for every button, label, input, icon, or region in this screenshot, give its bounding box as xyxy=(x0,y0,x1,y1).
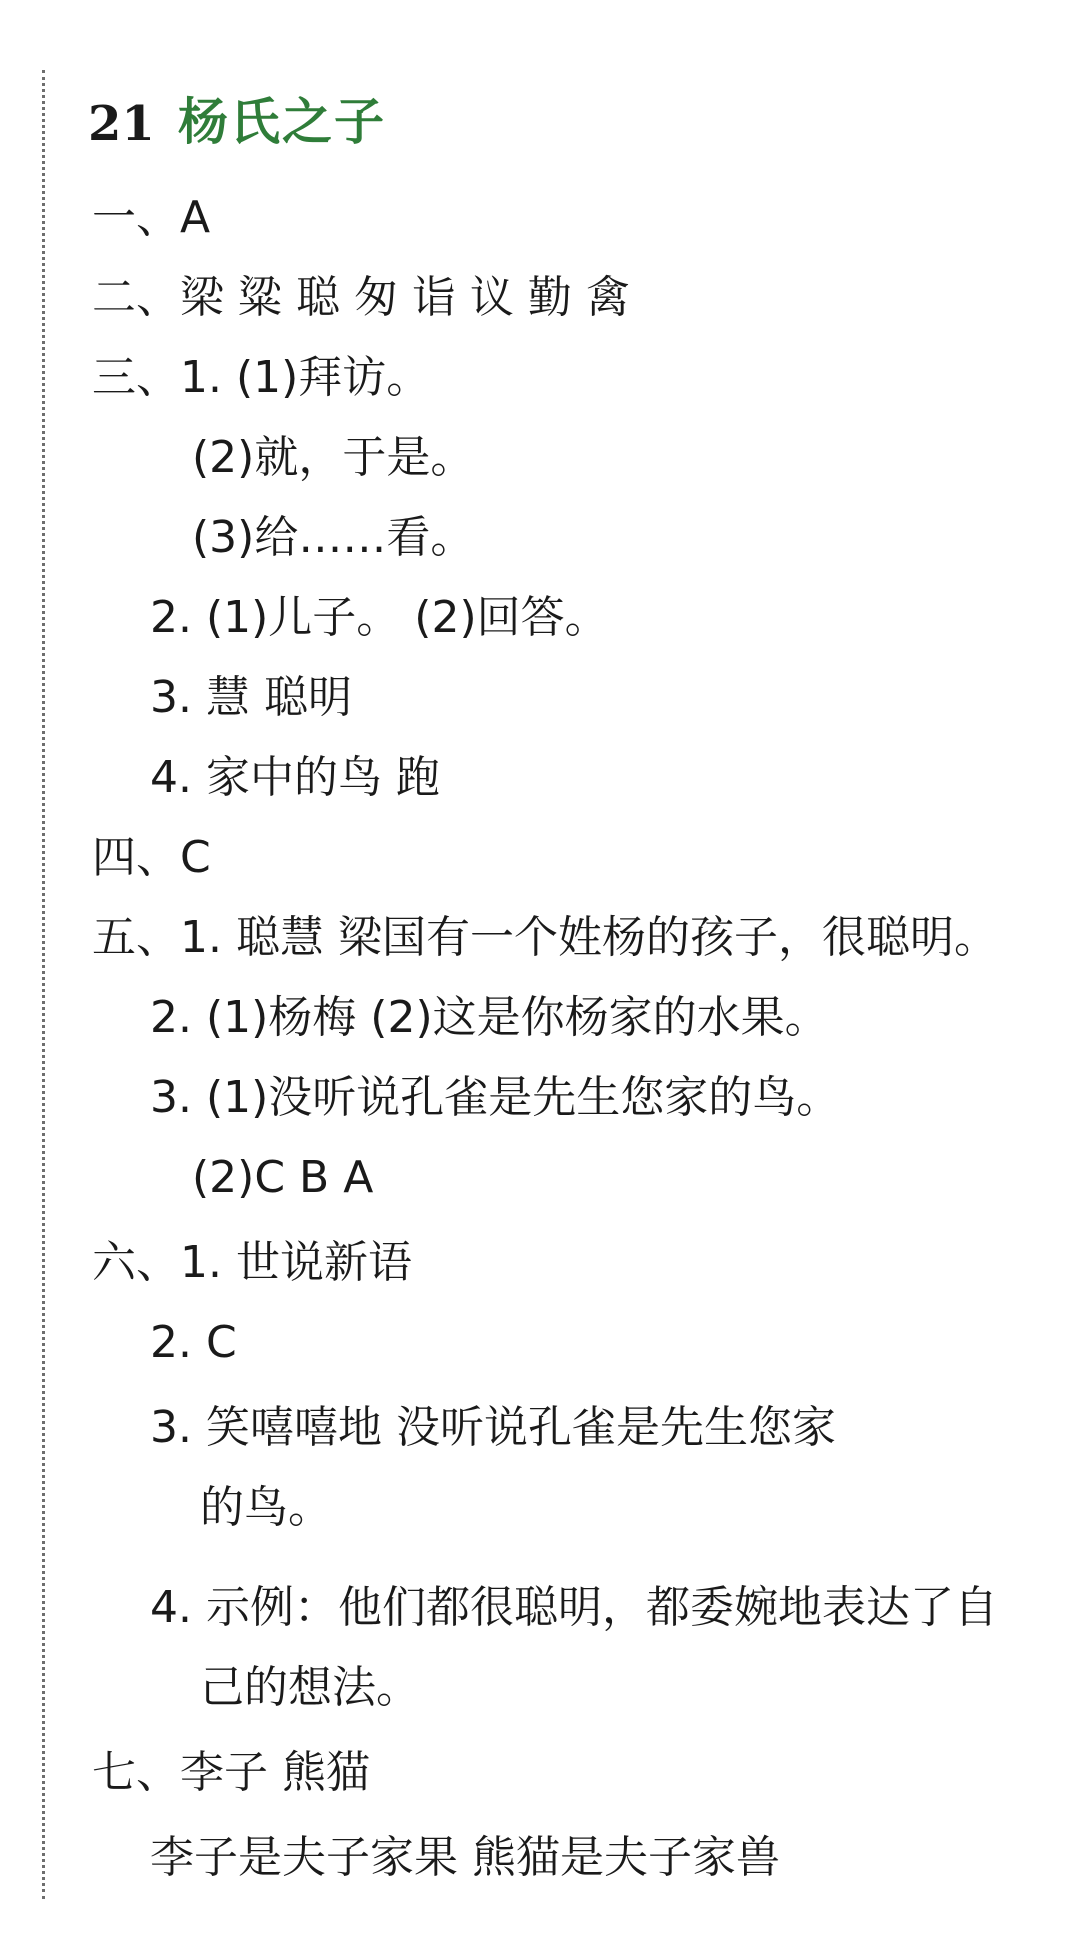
answer-line: 二、梁 粱 聪 匆 诣 议 勤 禽 xyxy=(92,272,630,323)
answer-line: 的鸟。 xyxy=(200,1482,332,1533)
answer-line: 一、A xyxy=(92,192,211,243)
answer-line: 李子是夫子家果 熊猫是夫子家兽 xyxy=(150,1832,780,1883)
answer-line: 2. (1)儿子。 (2)回答。 xyxy=(150,592,609,643)
answer-line: 七、李子 熊猫 xyxy=(92,1747,370,1798)
answer-line: 2. C xyxy=(150,1317,237,1368)
answer-line: 2. (1)杨梅 (2)这是你杨家的水果。 xyxy=(150,992,829,1043)
answer-line: 4. 家中的鸟 跑 xyxy=(150,752,440,803)
answer-line: 4. 示例：他们都很聪明，都委婉地表达了自 xyxy=(150,1582,998,1633)
answer-line: 己的想法。 xyxy=(200,1662,420,1713)
answer-line: (2)就，于是。 xyxy=(192,432,475,483)
answer-line: 三、1. (1)拜访。 xyxy=(92,352,431,403)
answer-line: 四、C xyxy=(92,832,211,883)
answer-line: 六、1. 世说新语 xyxy=(92,1237,412,1288)
answer-line: 五、1. 聪慧 梁国有一个姓杨的孩子，很聪明。 xyxy=(92,912,998,963)
answer-line: (3)给……看。 xyxy=(192,512,475,563)
answer-line: 3. (1)没听说孔雀是先生您家的鸟。 xyxy=(150,1072,841,1123)
dotted-margin-rule xyxy=(42,70,45,1899)
answer-line: (2)C B A xyxy=(192,1152,374,1203)
answer-line: 3. 笑嘻嘻地 没听说孔雀是先生您家 xyxy=(150,1402,836,1453)
lesson-number: 21 xyxy=(88,96,155,152)
lesson-title: 杨氏之子 xyxy=(178,93,386,151)
answer-line: 3. 慧 聪明 xyxy=(150,672,352,723)
